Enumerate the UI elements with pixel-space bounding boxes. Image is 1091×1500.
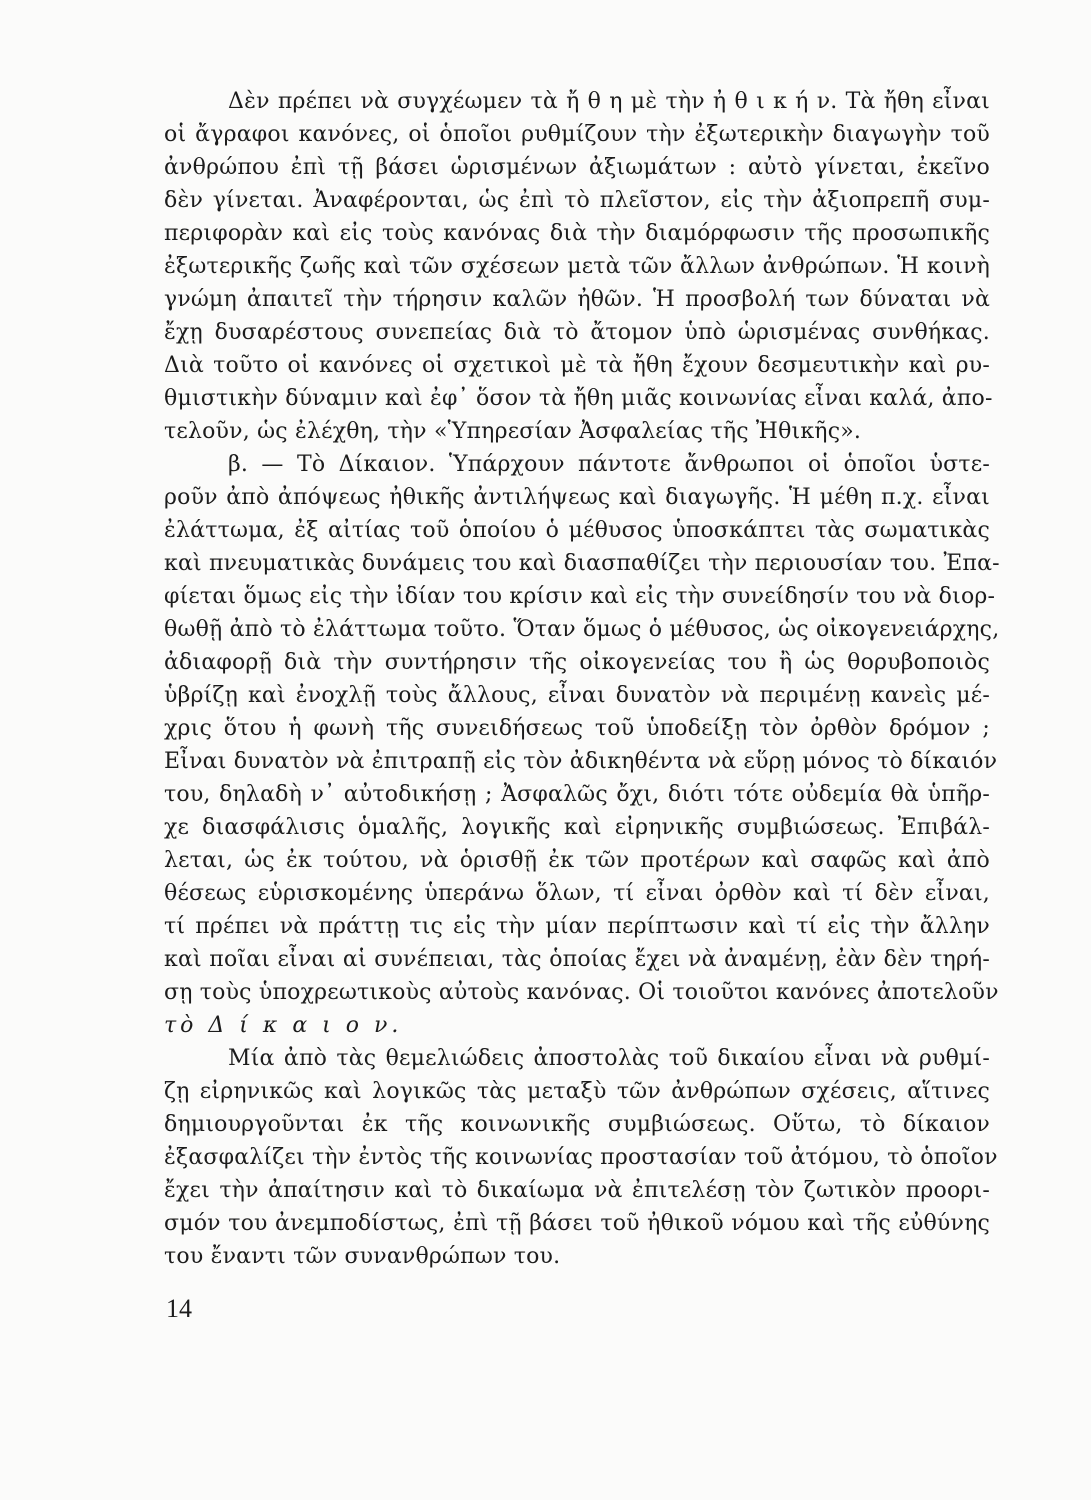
text-line: ὑβρίζῃ καὶ ἐνοχλῇ τοὺς ἄλλους, εἶναι δυνατὸν νὰ περιμένῃ κανεὶς μέ- [164,683,990,708]
text-line: ζῃ εἰρηνικῶς καὶ λογικῶς τὰς μεταξὺ τῶν ἀνθρώπων σχέσεις, αἵτινες [164,1079,990,1104]
text-line: ἐλάττωμα, ἐξ αἰτίας τοῦ ὁποίου ὁ μέθυσος ὑποσκάπτει τὰς σωματικὰς [164,518,990,543]
text-line: τί πρέπει νὰ πράττῃ τις εἰς τὴν μίαν περίπτωσιν καὶ τί εἰς τὴν ἄλλην [164,914,990,939]
text-line: ἐξασφαλίζει τὴν ἐντὸς τῆς κοινωνίας προστασίαν τοῦ ἀτόμου, τὸ ὁποῖον [164,1145,998,1170]
text-line: περιφορὰν καὶ εἰς τοὺς κανόνας διὰ τὴν διαμόρφωσιν τῆς προσωπικῆς [164,221,990,246]
text-line: καὶ ποῖαι εἶναι αἱ συνέπειαι, τὰς ὁποίας ἔχει νὰ ἀναμένῃ, ἐὰν δὲν τηρή- [164,947,990,972]
text-line: θέσεως εὑρισκομένης ὑπεράνω ὅλων, τί εἶναι ὀρθὸν καὶ τί δὲν εἶναι, [164,881,990,906]
text-line: φίεται ὅμως εἰς τὴν ἰδίαν του κρίσιν καὶ εἰς τὴν συνείδησίν του νὰ διορ- [164,584,996,609]
text-line: οἱ ἄγραφοι κανόνες, οἱ ὁποῖοι ρυθμίζουν τὴν ἐξωτερικὴν διαγωγὴν τοῦ [164,122,990,147]
text-line: δημιουργοῦνται ἐκ τῆς κοινωνικῆς συμβιώσεως. Οὕτω, τὸ δίκαιον [164,1112,990,1137]
text-line: ροῦν ἀπὸ ἀπόψεως ἠθικῆς ἀντιλήψεως καὶ διαγωγῆς. Ἡ μέθη π.χ. εἶναι [164,485,990,510]
text-line: Διὰ τοῦτο οἱ κανόνες οἱ σχετικοὶ μὲ τὰ ἤθη ἔχουν δεσμευτικὴν καὶ ρυ- [164,353,990,378]
text-line: ἐξωτερικῆς ζωῆς καὶ τῶν σχέσεων μετὰ τῶν ἄλλων ἀνθρώπων. Ἡ κοινὴ [164,254,990,279]
text-line: δὲν γίνεται. Ἀναφέρονται, ὡς ἐπὶ τὸ πλεῖστον, εἰς τὴν ἀξιοπρεπῆ συμ- [164,188,990,213]
section-heading-line: β. — Τὸ Δίκαιον. Ὑπάρχουν πάντοτε ἄνθρωποι οἱ ὁποῖοι ὑστε- [228,452,990,477]
page-number: 14 [166,1294,192,1323]
text-line: Εἶναι δυνατὸν νὰ ἐπιτραπῇ εἰς τὸν ἀδικηθέντα νὰ εὕρῃ μόνος τὸ δίκαιόν [164,749,998,774]
text-line: χε διασφάλισις ὁμαλῆς, λογικῆς καὶ εἰρηνικῆς συμβιώσεως. Ἐπιβάλ- [164,815,990,840]
text-line: του, δηλαδὴ ν᾽ αὐτοδικήσῃ ; Ἀσφαλῶς ὄχι, διότι τότε οὐδεμία θὰ ὑπῆρ- [164,782,990,807]
text-line: τελοῦν, ὡς ἐλέχθη, τὴν «Ὑπηρεσίαν Ἀσφαλείας τῆς Ἠθικῆς». [164,419,862,444]
text-line: ἔχῃ δυσαρέστους συνεπείας διὰ τὸ ἄτομον ὑπὸ ὡρισμένας συνθήκας. [164,320,990,345]
text-line: σμόν του ἀνεμποδίστως, ἐπὶ τῇ βάσει τοῦ ἠθικοῦ νόμου καὶ τῆς εὐθύνης [164,1211,990,1236]
text-line: θμιστικὴν δύναμιν καὶ ἐφ᾽ ὅσον τὰ ἤθη μιᾶς κοινωνίας εἶναι καλά, ἀπο- [164,386,993,411]
text-line: ἀνθρώπου ἐπὶ τῇ βάσει ὡρισμένων ἀξιωμάτων : αὐτὸ γίνεται, ἐκεῖνο [164,155,990,180]
text-line: λεται, ὡς ἐκ τούτου, νὰ ὁρισθῇ ἐκ τῶν προτέρων καὶ σαφῶς καὶ ἀπὸ [164,848,990,873]
text-line: ἀδιαφορῇ διὰ τὴν συντήρησιν τῆς οἰκογενείας του ἢ ὡς θορυβοποιὸς [164,650,990,675]
text-line-spaced: τὸ Δ ί κ α ι ο ν. [164,1013,403,1038]
text-line: Δὲν πρέπει νὰ συγχέωμεν τὰ ἤ θ η μὲ τὴν ἠ θ ι κ ή ν. Τὰ ἤθη εἶναι [228,89,990,114]
text-line: ἔχει τὴν ἀπαίτησιν καὶ τὸ δικαίωμα νὰ ἐπιτελέσῃ τὸν ζωτικὸν προορι- [164,1178,990,1203]
text-line: θωθῇ ἀπὸ τὸ ἐλάττωμα τοῦτο. Ὅταν ὅμως ὁ μέθυσος, ὡς οἰκογενειάρχης, [164,617,1000,642]
text-line: του ἔναντι τῶν συνανθρώπων του. [164,1244,561,1269]
text-line: χρις ὅτου ἡ φωνὴ τῆς συνειδήσεως τοῦ ὑποδείξῃ τὸν ὀρθὸν δρόμον ; [164,716,990,741]
text-line: σῃ τοὺς ὑποχρεωτικοὺς αὐτοὺς κανόνας. Οἱ τοιοῦτοι κανόνες ἀποτελοῦν [164,980,999,1005]
text-line: καὶ πνευματικὰς δυνάμεις του καὶ διασπαθίζει τὴν περιουσίαν του. Ἐπα- [164,551,1000,576]
text-line: Μία ἀπὸ τὰς θεμελιώδεις ἀποστολὰς τοῦ δικαίου εἶναι νὰ ρυθμί- [228,1046,990,1071]
text-line: γνώμη ἀπαιτεῖ τὴν τήρησιν καλῶν ἠθῶν. Ἡ προσβολή των δύναται νὰ [164,287,990,312]
